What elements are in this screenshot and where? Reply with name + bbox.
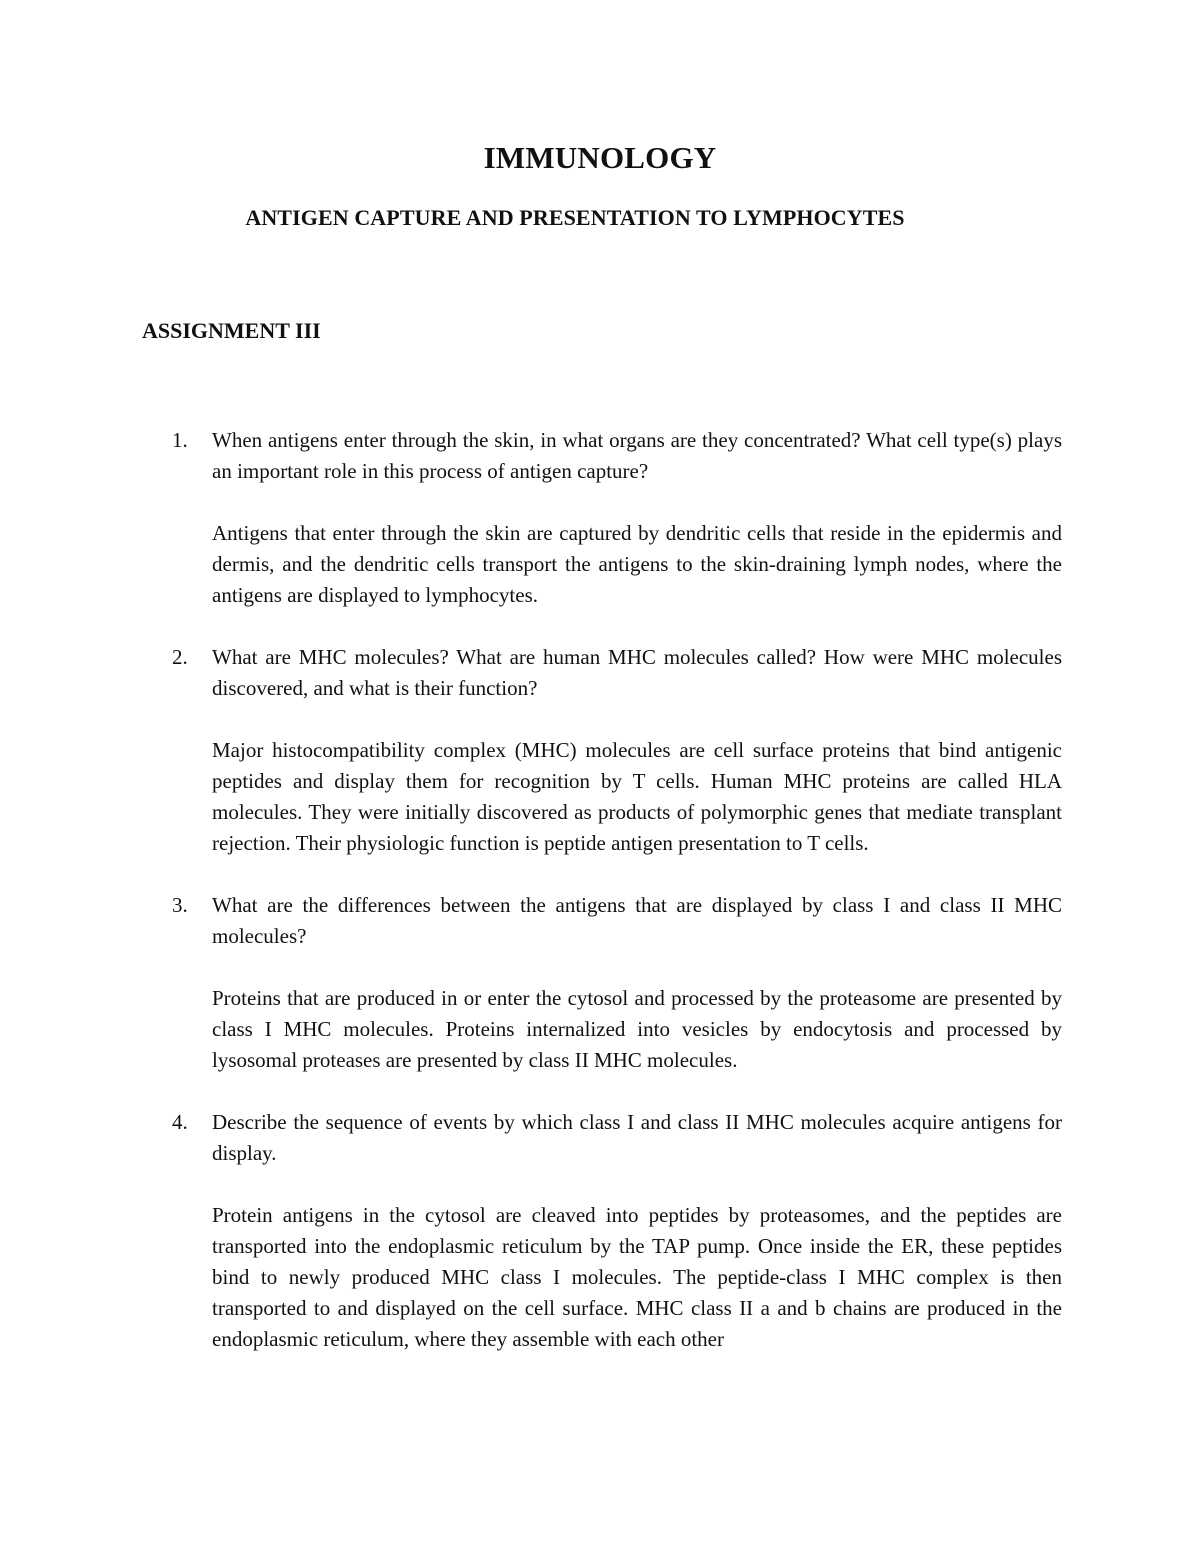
question-text: Describe the sequence of events by which class I and class II MHC molecules acquire antigens for display. xyxy=(212,1110,1062,1165)
question-text: What are MHC molecules? What are human MHC molecules called? How were MHC molecules discovered, and what is their function? xyxy=(212,645,1062,700)
question-number: 3. xyxy=(172,893,188,917)
answer-text: Proteins that are produced in or enter the cytosol and processed by the proteasome are presented by class I MHC molecules. Proteins internalized into vesicles by endocytosis and processed by lysosomal proteases are presented by class II MHC molecules. xyxy=(212,986,1062,1072)
document-subtitle: ANTIGEN CAPTURE AND PRESENTATION TO LYMPHOCYTES xyxy=(245,205,905,230)
question-list xyxy=(172,425,1062,1355)
assignment-heading: ASSIGNMENT III xyxy=(142,318,321,343)
question-text: When antigens enter through the skin, in what organs are they concentrated? What cell type(s) plays an important role in this process of antigen capture? xyxy=(212,428,1062,483)
question-item xyxy=(172,890,1062,1076)
answer-text: Major histocompatibility complex (MHC) molecules are cell surface proteins that bind antigenic peptides and display them for recognition by T cells. Human MHC proteins are called HLA molecules. They were initially discovered as products of polymorphic genes that mediate transplant rejection. Their physiologic function is peptide antigen presentation to T cells. xyxy=(212,738,1062,855)
answer-text: Antigens that enter through the skin are captured by dendritic cells that reside in the epidermis and dermis, and the dendritic cells transport the antigens to the skin-draining lymph nodes, where the antigens are displayed to lymphocytes. xyxy=(212,521,1062,607)
question-number: 1. xyxy=(172,428,188,452)
question-number: 4. xyxy=(172,1110,188,1134)
answer-text: Protein antigens in the cytosol are cleaved into peptides by proteasomes, and the peptides are transported into the endoplasmic reticulum by the TAP pump. Once inside the ER, these peptides bind to newly produced MHC class I molecules. The peptide-class I MHC complex is then transported to and displayed on the cell surface. MHC class II a and b chains are produced in the endoplasmic reticulum, where they assemble with each other xyxy=(212,1203,1062,1351)
question-item xyxy=(172,1107,1062,1355)
question-item xyxy=(172,642,1062,859)
question-item xyxy=(172,425,1062,611)
question-number: 2. xyxy=(172,645,188,669)
question-text: What are the differences between the antigens that are displayed by class I and class II MHC molecules? xyxy=(212,893,1062,948)
document-title: IMMUNOLOGY xyxy=(483,140,717,175)
